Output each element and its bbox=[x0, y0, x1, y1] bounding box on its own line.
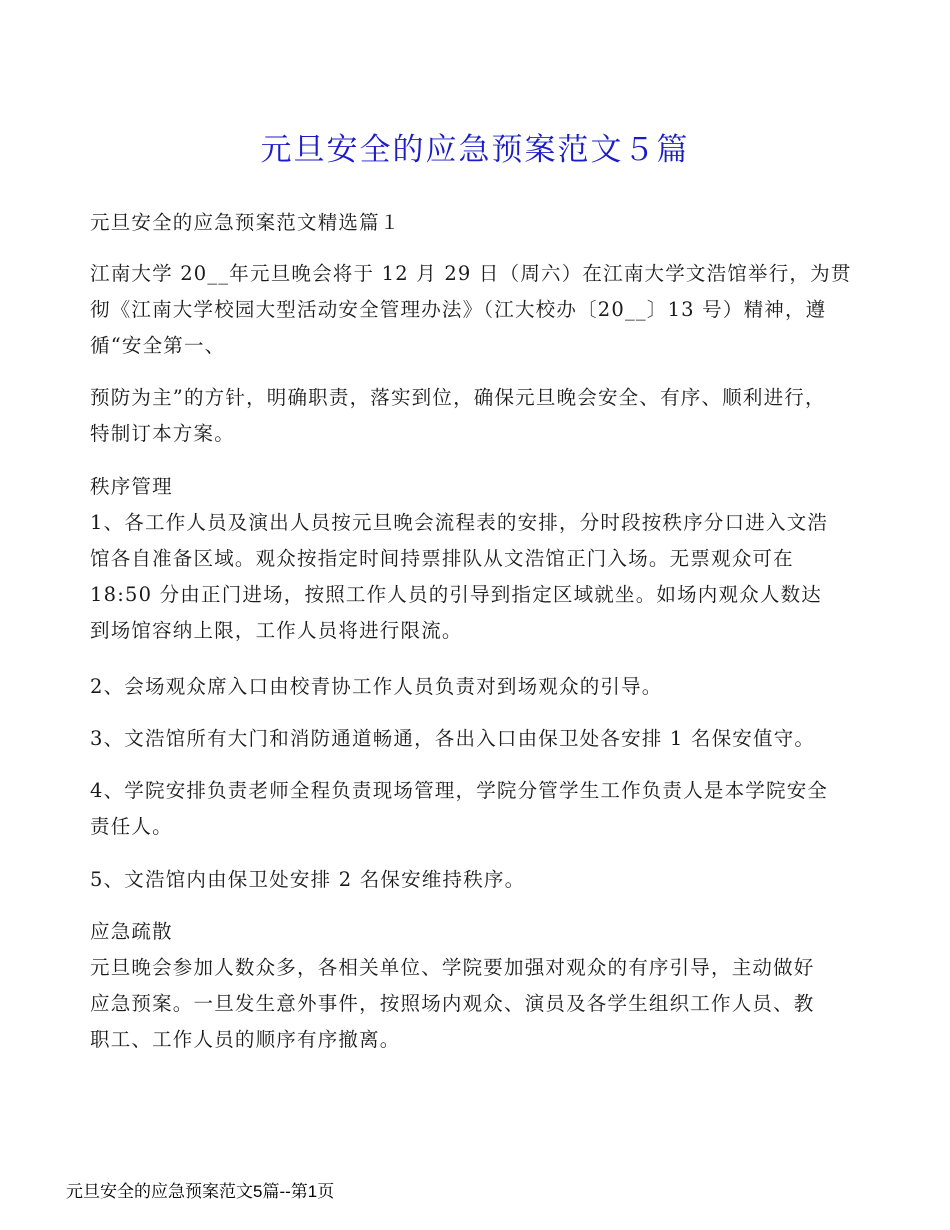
section-emergency-evacuation bbox=[90, 914, 880, 1058]
intro-line: 循“安全第一、 bbox=[90, 334, 226, 357]
item-4 bbox=[90, 773, 880, 845]
item-1-line: 到场馆容纳上限，工作人员将进行限流。 bbox=[90, 619, 463, 642]
item-1-line: 1、各工作人员及演出人员按元旦晚会流程表的安排，分时段按秩序分口进入文浩 bbox=[90, 511, 829, 534]
section-heading: 秩序管理 bbox=[90, 475, 173, 498]
section-order-management bbox=[90, 469, 880, 649]
intro-paragraph-2 bbox=[90, 380, 880, 452]
item-1-line: 馆各自准备区域。观众按指定时间持票排队从文浩馆正门入场。无票观众可在 bbox=[90, 547, 794, 570]
item-2-line: 2、会场观众席入口由校青协工作人员负责对到场观众的引导。 bbox=[90, 675, 663, 698]
page-footer: 元旦安全的应急预案范文5篇--第1页 bbox=[66, 1182, 335, 1201]
document-title: 元旦安全的应急预案范文５篇 bbox=[260, 132, 690, 168]
item-5 bbox=[90, 862, 880, 898]
item-1-line: 18:50 分由正门进场，按照工作人员的引导到指定区域就坐。如场内观众人数达 bbox=[90, 583, 822, 606]
item-4-line: 4、学院安排负责老师全程负责现场管理，学院分管学生工作负责人是本学院安全 bbox=[90, 779, 829, 802]
intro-line: 彻《江南大学校园大型活动安全管理办法》（江大校办〔20__〕13 号）精神，遵 bbox=[90, 298, 827, 321]
intro2-line: 预防为主”的方针，明确职责，落实到位，确保元旦晚会安全、有序、顺利进行， bbox=[90, 386, 826, 409]
evacuation-line: 元旦晚会参加人数众多，各相关单位、学院要加强对观众的有序引导，主动做好 bbox=[90, 956, 815, 979]
item-2 bbox=[90, 669, 880, 705]
subtitle-text: 元旦安全的应急预案范文精选篇１ bbox=[90, 211, 401, 234]
item-5-line: 5、文浩馆内由保卫处安排 2 名保安维持秩序。 bbox=[90, 868, 526, 891]
item-3 bbox=[90, 721, 880, 757]
evacuation-line: 职工、工作人员的顺序有序撤离。 bbox=[90, 1028, 401, 1051]
intro2-line: 特制订本方案。 bbox=[90, 422, 235, 445]
section-heading: 应急疏散 bbox=[90, 920, 173, 943]
subtitle bbox=[90, 205, 880, 241]
item-3-line: 3、文浩馆所有大门和消防通道畅通，各出入口由保卫处各安排 1 名保安值守。 bbox=[90, 727, 816, 750]
item-4-line: 责任人。 bbox=[90, 815, 173, 838]
intro-line: 江南大学 20__年元旦晚会将于 12 月 29 日（周六）在江南大学文浩馆举行，为贯 bbox=[90, 262, 852, 285]
intro-paragraph bbox=[90, 256, 880, 364]
evacuation-line: 应急预案。一旦发生意外事件，按照场内观众、演员及各学生组织工作人员、教 bbox=[90, 992, 815, 1015]
